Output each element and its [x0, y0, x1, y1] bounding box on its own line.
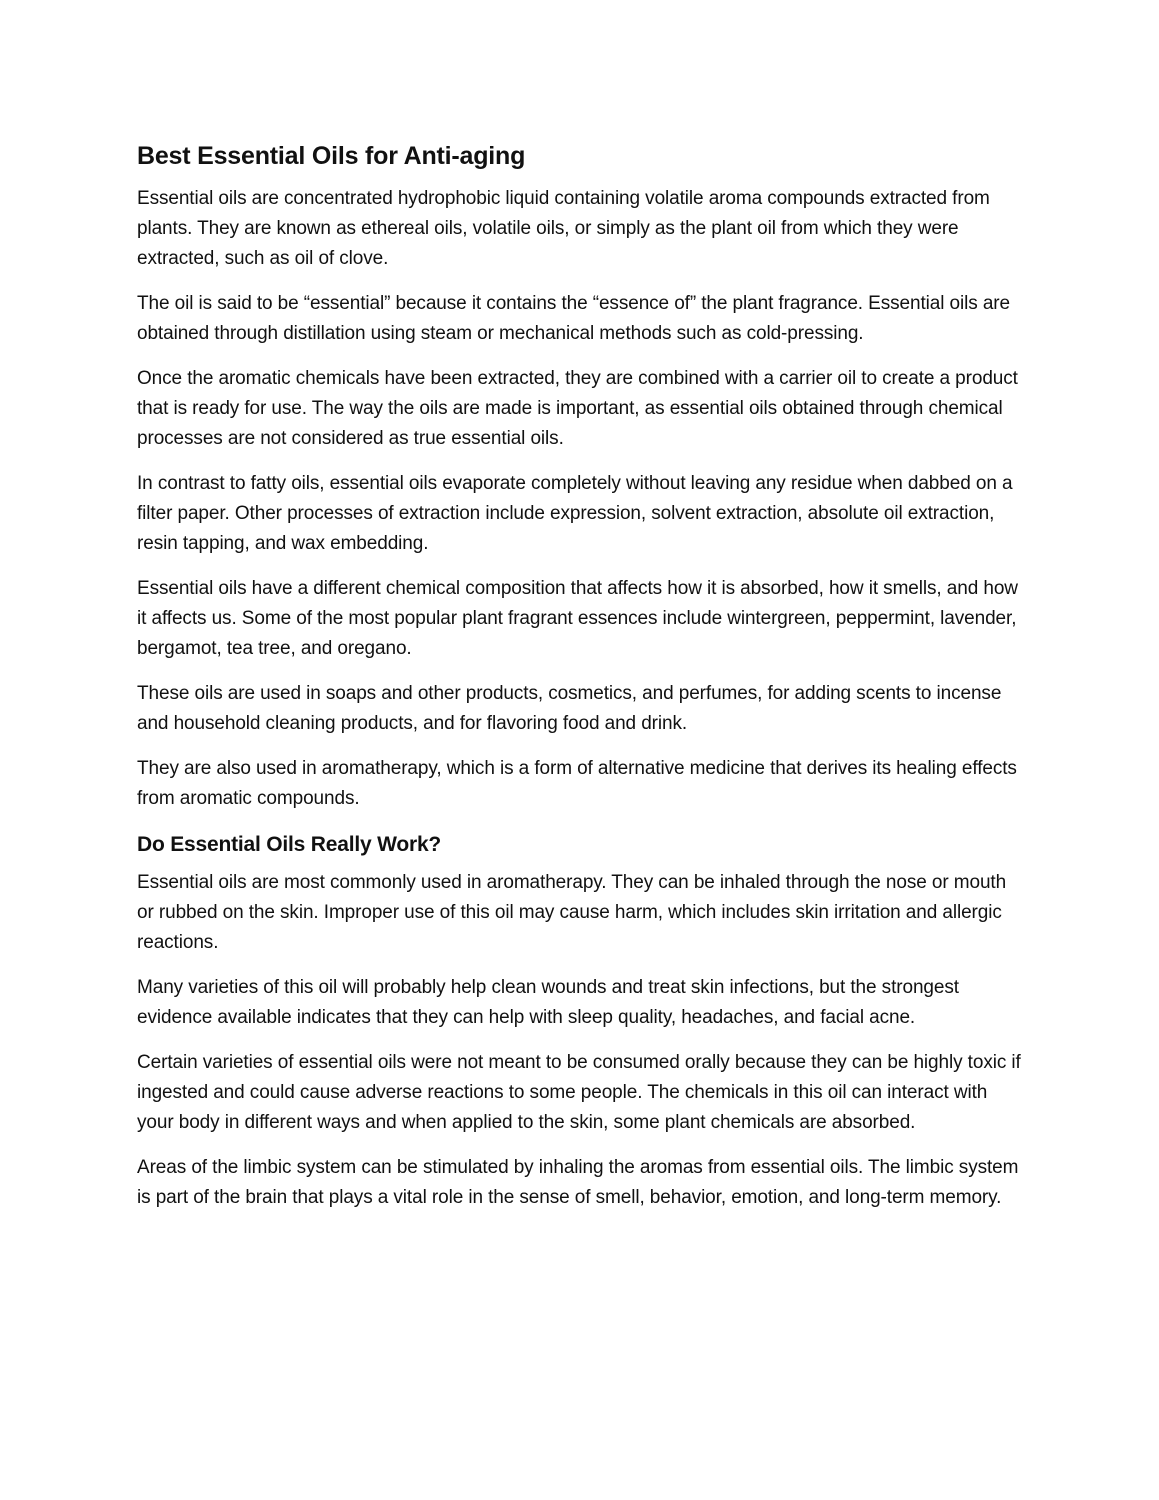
- paragraph: Certain varieties of essential oils were not meant to be consumed orally because they can be highly toxic if ingested and could cause adverse reactions to some people. The chemicals in this oil can interact with your body in different ways and when applied to the skin, some plant chemicals are absorbed.: [137, 1052, 1021, 1133]
- document-title: Best Essential Oils for Anti-aging: [137, 142, 526, 170]
- paragraph: Once the aromatic chemicals have been extracted, they are combined with a carrier oil to create a product that is ready for use. The way the oils are made is important, as essential oils obtained through chemical processes are not considered as true essential oils.: [137, 368, 1018, 449]
- paragraph: Areas of the limbic system can be stimulated by inhaling the aromas from essential oils. The limbic system is part of the brain that plays a vital role in the sense of smell, behavior, emotion, and long-term memory.: [137, 1157, 1019, 1208]
- paragraph: Essential oils are concentrated hydrophobic liquid containing volatile aroma compounds extracted from plants. They are known as ethereal oils, volatile oils, or simply as the plant oil from which they were extracted, such as oil of clove.: [137, 188, 990, 269]
- paragraph: Many varieties of this oil will probably help clean wounds and treat skin infections, but the strongest evidence available indicates that they can help with sleep quality, headaches, and facial acne.: [137, 977, 959, 1028]
- paragraph: These oils are used in soaps and other products, cosmetics, and perfumes, for adding scents to incense and household cleaning products, and for flavoring food and drink.: [137, 683, 1002, 734]
- paragraph: Essential oils are most commonly used in aromatherapy. They can be inhaled through the nose or mouth or rubbed on the skin. Improper use of this oil may cause harm, which includes skin irritation and allergic reactions.: [137, 872, 1007, 953]
- paragraph: Essential oils have a different chemical composition that affects how it is absorbed, how it smells, and how it affects us. Some of the most popular plant fragrant essences include wintergreen, peppermint, lavender, bergamot, tea tree, and oregano.: [137, 578, 1018, 659]
- document-page: [137, 138, 1027, 1228]
- paragraph: They are also used in aromatherapy, which is a form of alternative medicine that derives its healing effects from aromatic compounds.: [137, 758, 1017, 809]
- section-heading: Do Essential Oils Really Work?: [137, 833, 442, 856]
- paragraph: The oil is said to be “essential” because it contains the “essence of” the plant fragrance. Essential oils are obtained through distillation using steam or mechanical methods such as cold-pressing.: [137, 293, 1010, 344]
- paragraph: In contrast to fatty oils, essential oils evaporate completely without leaving any residue when dabbed on a filter paper. Other processes of extraction include expression, solvent extraction, absolute oil extraction, resin tapping, and wax embedding.: [137, 473, 1013, 554]
